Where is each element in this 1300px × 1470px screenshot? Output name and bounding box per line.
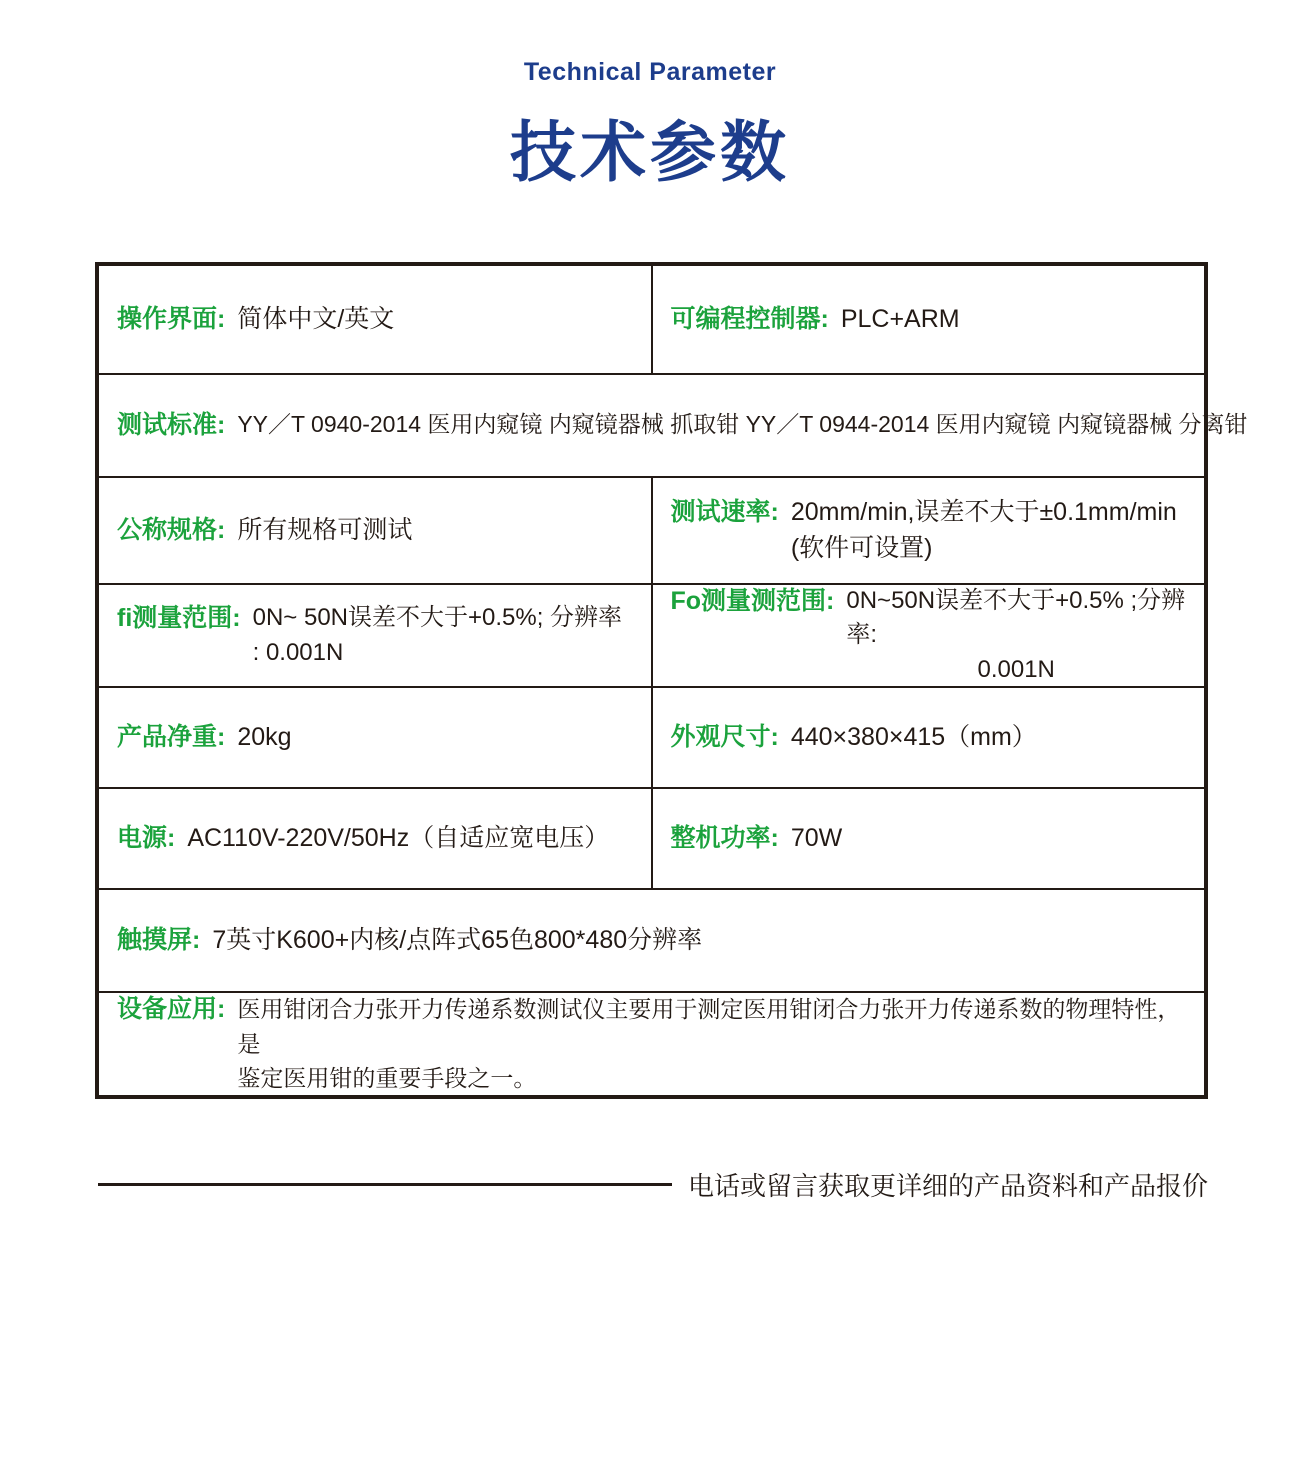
total-power-value: 70W <box>790 823 843 852</box>
row-product-weight <box>99 686 1204 787</box>
power-supply-label: 电源: <box>117 823 176 852</box>
dimensions-label: 外观尺寸: <box>670 722 779 751</box>
page-header <box>0 58 1300 194</box>
page-title-chinese: 技术参数 <box>510 115 790 189</box>
product-weight-value: 20kg <box>237 722 292 751</box>
power-supply-value: AC110V-220V/50Hz（自适应宽电压） <box>187 823 610 852</box>
footer-note-text: 电话或留言获取更详细的产品资料和产品报价 <box>687 1171 1208 1201</box>
technical-parameter-table <box>95 262 1248 1099</box>
operation-interface-value: 简体中文/英文 <box>237 304 395 333</box>
operation-interface-label: 操作界面: <box>117 304 226 333</box>
test-standard-value: YY／T 0940-2014 医用内窥镜 内窥镜器械 抓取钳 YY／T 0944-2014 医用内窥镜 内窥镜器械 分离钳 <box>237 410 1248 437</box>
equipment-application-value <box>237 992 1186 1096</box>
cell-operation-interface <box>99 266 653 373</box>
test-speed-value-line2: (软件可设置) <box>790 533 933 562</box>
product-weight-label: 产品净重: <box>117 722 226 751</box>
row-nominal-spec <box>99 476 1204 583</box>
cell-nominal-spec <box>99 478 653 583</box>
equipment-application-label: 设备应用: <box>117 995 226 1024</box>
touch-screen-value: 7英寸K600+内核/点阵式65色800*480分辨率 <box>212 925 703 954</box>
cell-total-power <box>653 789 1205 888</box>
fi-range-value-line2: : 0.001N <box>252 638 344 666</box>
nominal-spec-label: 公称规格: <box>117 515 226 544</box>
test-speed-label: 测试速率: <box>670 498 779 526</box>
test-standard-label: 测试标准: <box>117 410 226 439</box>
row-operation-interface <box>99 266 1204 373</box>
row-touch-screen <box>99 888 1204 991</box>
dimensions-value: 440×380×415（mm） <box>790 722 1037 751</box>
fi-measure-range-value <box>253 601 622 669</box>
cell-fo-measure-range <box>653 585 1205 686</box>
fi-measure-range-label: fi测量范围: <box>117 604 241 633</box>
fi-range-value-line1: 0N~ 50N误差不大于+0.5%; 分辨率 <box>252 604 623 632</box>
cell-product-weight <box>99 688 653 787</box>
cell-fi-measure-range <box>99 585 653 686</box>
programmable-controller-value: PLC+ARM <box>840 304 960 333</box>
equipment-application-line1: 医用钳闭合力张开力传递系数测试仪主要用于测定医用钳闭合力张开力传递系数的物理特性，是 <box>237 996 1181 1057</box>
cell-programmable-controller <box>653 266 1205 373</box>
cell-equipment-application <box>99 993 1204 1095</box>
test-speed-value-line1: 20mm/min,误差不大于±0.1mm/min <box>790 498 1177 526</box>
row-test-standard <box>99 373 1248 476</box>
row-equipment-application <box>99 991 1204 1095</box>
fo-range-value-line1: 0N~50N误差不大于+0.5% ;分辨率: <box>846 587 1186 649</box>
cell-power-supply <box>99 789 653 888</box>
cell-touch-screen <box>99 890 1204 991</box>
fo-measure-range-label: Fo测量测范围: <box>670 587 835 616</box>
page-title-english: Technical Parameter <box>523 58 777 86</box>
total-power-label: 整机功率: <box>670 823 779 852</box>
cell-dimensions <box>653 688 1205 787</box>
row-fi-measure-range <box>99 583 1204 686</box>
nominal-spec-value: 所有规格可测试 <box>237 515 413 544</box>
test-speed-value <box>791 495 1177 566</box>
cell-test-speed <box>653 478 1205 583</box>
equipment-application-line2: 鉴定医用钳的重要手段之一。 <box>237 1065 537 1092</box>
touch-screen-label: 触摸屏: <box>117 925 201 954</box>
cell-test-standard <box>99 375 1248 476</box>
footer-divider-line <box>98 1183 672 1186</box>
row-power-supply <box>99 787 1204 888</box>
fo-range-value-line2: 0.001N <box>977 655 1055 683</box>
fo-measure-range-value <box>846 584 1186 686</box>
programmable-controller-label: 可编程控制器: <box>670 304 829 333</box>
footer-note <box>98 1166 1208 1203</box>
